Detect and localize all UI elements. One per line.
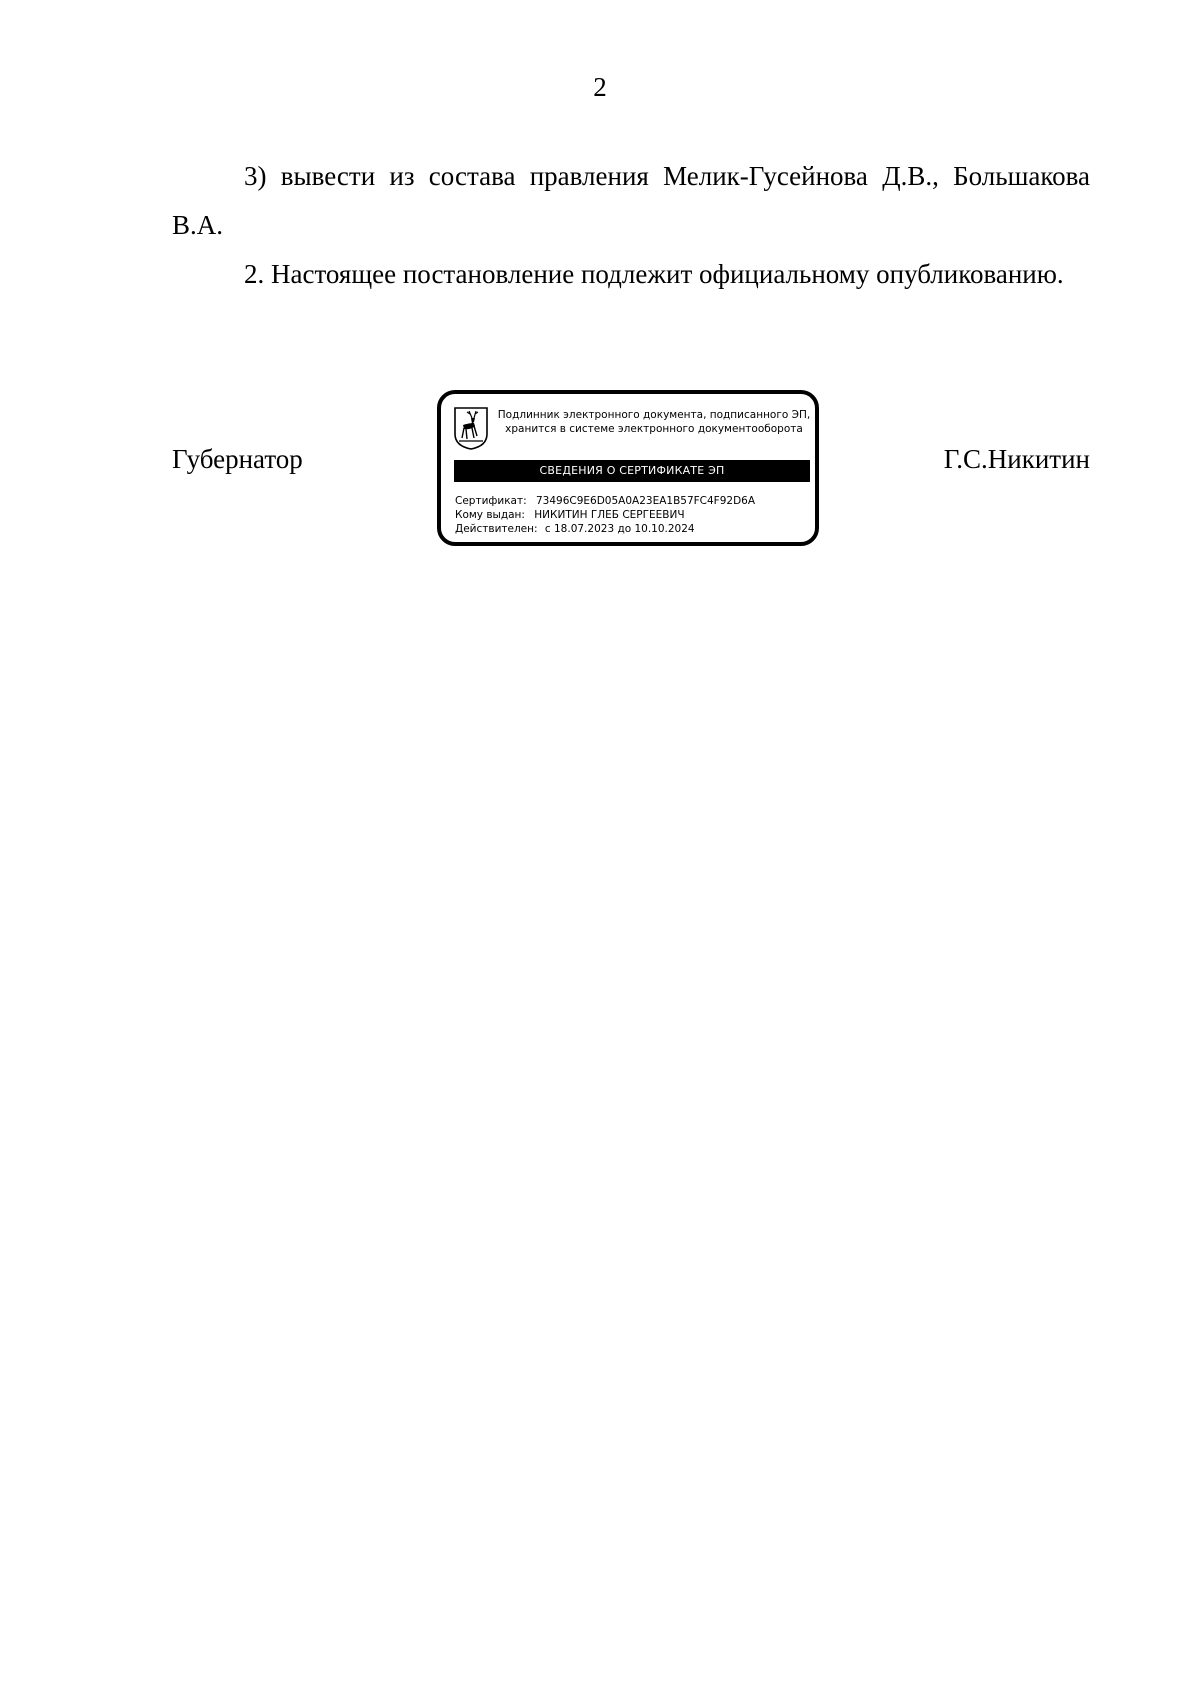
validity-label: Действителен: (455, 523, 538, 535)
certificate-value: 73496C9E6D05A0A23EA1B57FC4F92D6A (535, 495, 756, 507)
paragraph-publication: 2. Настоящее постановление подлежит официальному опубликованию. (244, 259, 1064, 289)
certificate-info-bar: СВЕДЕНИЯ О СЕРТИФИКАТЕ ЭП (454, 460, 810, 482)
issued-to-value: НИКИТИН ГЛЕБ СЕРГЕЕВИЧ (534, 509, 685, 521)
issued-to-row (455, 508, 811, 522)
certificate-label: Сертификат: (455, 495, 527, 507)
document-body (172, 152, 1090, 299)
certificate-details (455, 494, 811, 536)
deer-coat-of-arms-icon (453, 406, 489, 450)
paragraph-item-3: 3) вывести из состава правления Мелик-Гусейнова Д.В., Большакова В.А. (172, 161, 1090, 240)
stamp-header-line-1: Подлинник электронного документа, подписанного ЭП, (497, 409, 811, 421)
electronic-signature-stamp (437, 390, 819, 546)
stamp-header (493, 408, 815, 436)
issued-to-label: Кому выдан: (455, 509, 525, 521)
certificate-row (455, 494, 811, 508)
signer-title: Губернатор (172, 444, 303, 474)
page-number: 2 (593, 72, 607, 102)
stamp-header-line-2: хранится в системе электронного документооборота (505, 423, 803, 435)
validity-value: с 18.07.2023 до 10.10.2024 (544, 523, 695, 535)
signer-name: Г.С.Никитин (943, 444, 1090, 474)
validity-row (455, 522, 811, 536)
